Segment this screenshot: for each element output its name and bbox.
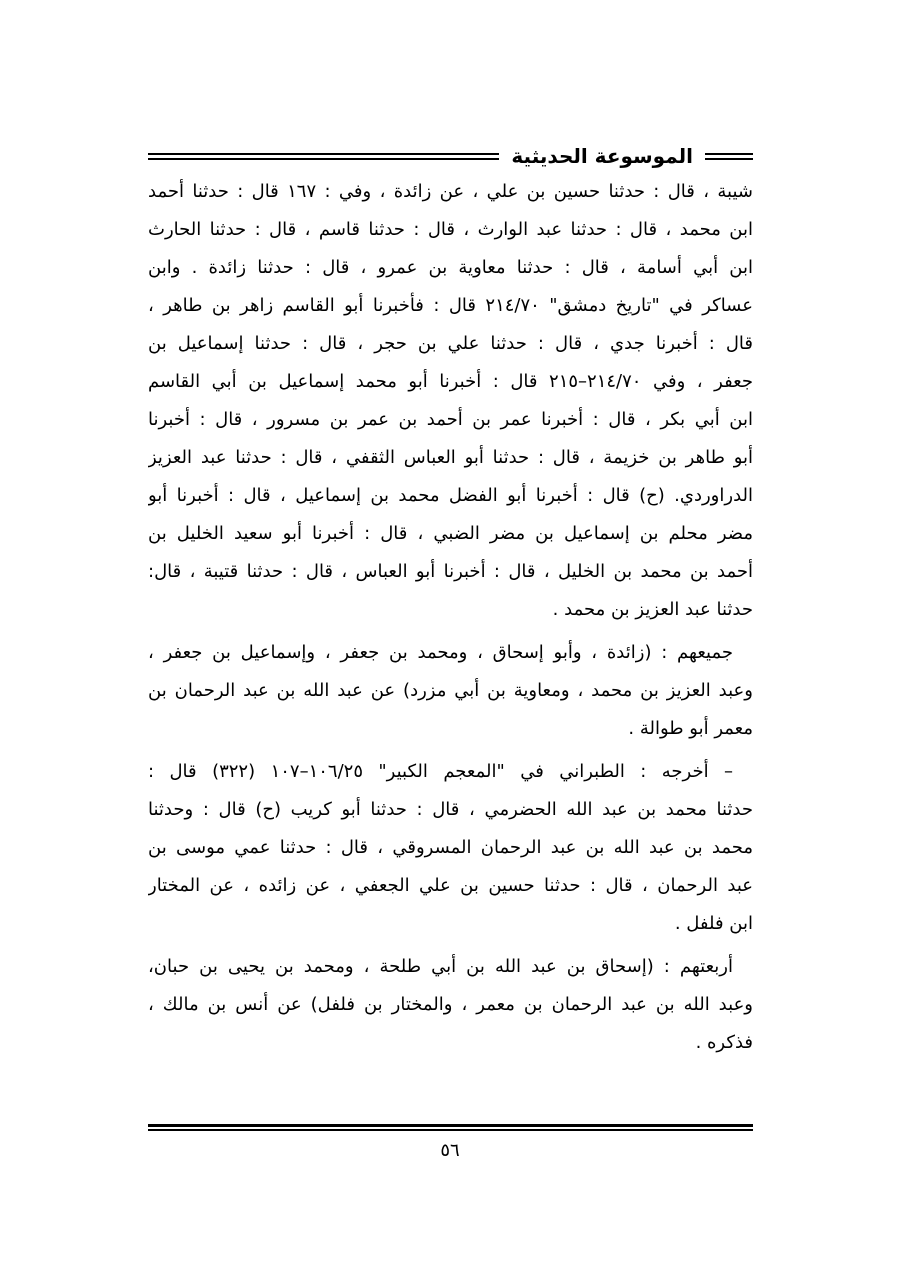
paragraph-3	[148, 753, 753, 943]
text-line: قال : أخبرنا جدي ، قال : حدثنا علي بن حجر ، قال : حدثنا إسماعيل بن	[148, 333, 753, 354]
header-title: الموسوعة الحديثية	[511, 144, 693, 168]
page-number: ٥٦	[440, 1140, 460, 1161]
text-line: فذكره .	[695, 1032, 753, 1053]
body-text	[148, 173, 753, 1062]
text-line: حدثنا عبد العزيز بن محمد .	[552, 599, 753, 620]
header-rule-short	[705, 153, 753, 160]
text-line: ابن فلفل .	[674, 913, 753, 934]
text-line: عبد الرحمان ، قال : حدثنا حسين بن علي الجعفي ، عن زائده ، عن المختار	[148, 875, 753, 896]
text-line: جعفر ، وفي ٢١٤/٧٠–٢١٥ قال : أخبرنا أبو محمد إسماعيل بن أبي القاسم	[148, 371, 753, 392]
text-line: أحمد بن محمد بن الخليل ، قال : أخبرنا أبو العباس ، قال : حدثنا قتيبة ، قال:	[148, 561, 753, 582]
header-rule-long	[148, 153, 499, 160]
text-line: ابن أبي أسامة ، قال : حدثنا معاوية بن عمرو ، قال : حدثنا زائدة . وابن	[148, 257, 753, 278]
text-line: محمد بن عبد الله بن عبد الرحمان المسروقي ، قال : حدثنا عمي موسى بن	[148, 837, 753, 858]
footer-rule	[148, 1124, 753, 1131]
text-line: – أخرجه : الطبراني في "المعجم الكبير" ١٠٦/٢٥–١٠٧ (٣٢٢) قال :	[148, 761, 733, 782]
text-line: عساكر في "تاريخ دمشق" ٢١٤/٧٠ قال : فأخبرنا أبو القاسم زاهر بن طاهر ،	[148, 295, 753, 316]
text-line: شيبة ، قال : حدثنا حسين بن علي ، عن زائدة ، وفي : ١٦٧ قال : حدثنا أحمد	[148, 181, 753, 202]
paragraph-2	[148, 634, 753, 748]
text-line: ابن أبي بكر ، قال : أخبرنا عمر بن أحمد بن عمر بن مسرور ، قال : أخبرنا	[148, 409, 753, 430]
text-line: وعبد الله بن عبد الرحمان بن معمر ، والمختار بن فلفل) عن أنس بن مالك ،	[148, 994, 753, 1015]
text-line: ابن محمد ، قال : حدثنا عبد الوارث ، قال : حدثنا قاسم ، قال : حدثنا الحارث	[148, 219, 753, 240]
text-line: أربعتهم : (إسحاق بن عبد الله بن أبي طلحة ، ومحمد بن يحيى بن حبان،	[148, 956, 733, 977]
text-line: معمر أبو طوالة .	[628, 718, 753, 739]
running-header	[148, 141, 753, 171]
paragraph-4	[148, 948, 753, 1062]
text-line: الدراوردي. (ح) قال : أخبرنا أبو الفضل محمد بن إسماعيل ، قال : أخبرنا أبو	[148, 485, 753, 506]
text-line: مضر محلم بن إسماعيل بن مضر الضبي ، قال : أخبرنا أبو سعيد الخليل بن	[148, 523, 753, 544]
text-line: حدثنا محمد بن عبد الله الحضرمي ، قال : حدثنا أبو كريب (ح) قال : وحدثنا	[148, 799, 753, 820]
text-line: وعبد العزيز بن محمد ، ومعاوية بن أبي مزرد) عن عبد الله بن عبد الرحمان بن	[148, 680, 753, 701]
text-line: أبو طاهر بن خزيمة ، قال : حدثنا أبو العباس الثقفي ، قال : حدثنا عبد العزيز	[148, 447, 753, 468]
text-line: جميعهم : (زائدة ، وأبو إسحاق ، ومحمد بن جعفر ، وإسماعيل بن جعفر ،	[148, 642, 733, 663]
paragraph-1	[148, 173, 753, 629]
